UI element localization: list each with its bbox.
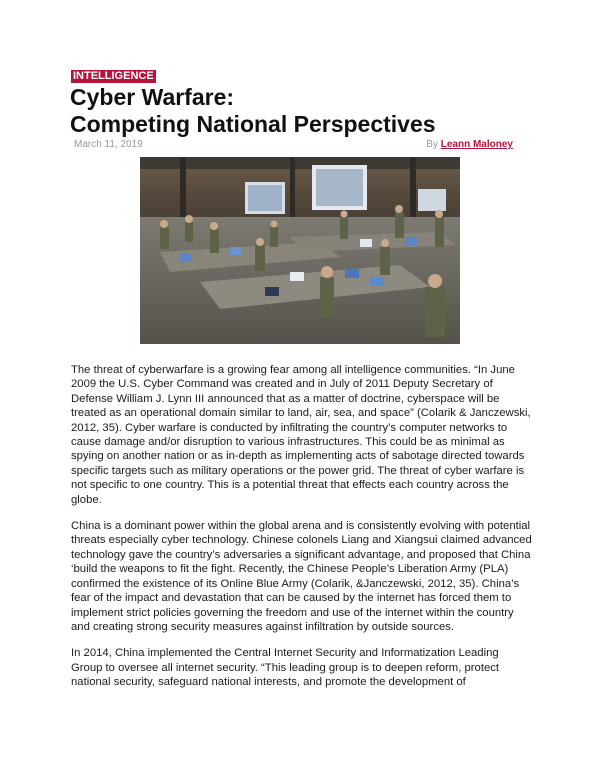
publish-date: March 11, 2019	[74, 139, 143, 150]
byline-prefix: By	[426, 139, 438, 150]
title-line-2: Competing National Perspectives	[70, 111, 436, 137]
category-tag[interactable]: INTELLIGENCE	[73, 70, 154, 82]
article-photo	[140, 157, 460, 344]
article-body	[71, 363, 533, 702]
paragraph-2: China is a dominant power within the global arena and is consistently evolving with potential threats especially cyber technology. Chinese colonels Liang and Xiangsui claimed advanced technology gave the country’s adversaries a significant advantage, and proposed that China ‘build the weapons to fit the fight. Recently, the Chinese People’s Liberation Army (PLA) confirmed the existence of its Online Blue Army (Colarik, &Janczewski, 2012, 35). China’s fear of the impact and devastation that can be caused by the internet has forced them to implement strict policies governing the freedom and use of the internet within the country and creating strong security measures against infiltration by outside sources.	[71, 520, 532, 633]
byline	[426, 139, 513, 151]
article-title	[70, 84, 530, 138]
cyber-operations-room-image	[140, 157, 460, 344]
paragraph-1: The threat of cyberwarfare is a growing fear among all intelligence communities. “In June 2009 the U.S. Cyber Command was created and in July of 2011 Deputy Secretary of Defense William J. Lynn III announced that as a matter of doctrine, cyberspace will be treated as an operational domain similar to land, air, sea, and space” (Colarik & Janczewski, 2012, 35). Cyber warfare is conducted by infiltrating the country’s computer networks to cause damage and/or disruption to various infrastructures. This could be as minimal as spying on another nation or as in-depth as implementing acts of sabotage directed towards specific targets such as military operations or the power grid. The threat of cyber warfare is not specific to one country. This is a potential threat that effects each country across the globe.	[71, 364, 531, 506]
paragraph-3: In 2014, China implemented the Central Internet Security and Informatization Leading Group to oversee all internet security. “This leading group is to deepen reform, protect national security, safeguard national interests, and promote the development of	[71, 647, 500, 689]
author-link[interactable]: Leann Maloney	[440, 139, 513, 150]
title-line-1: Cyber Warfare:	[70, 84, 235, 110]
